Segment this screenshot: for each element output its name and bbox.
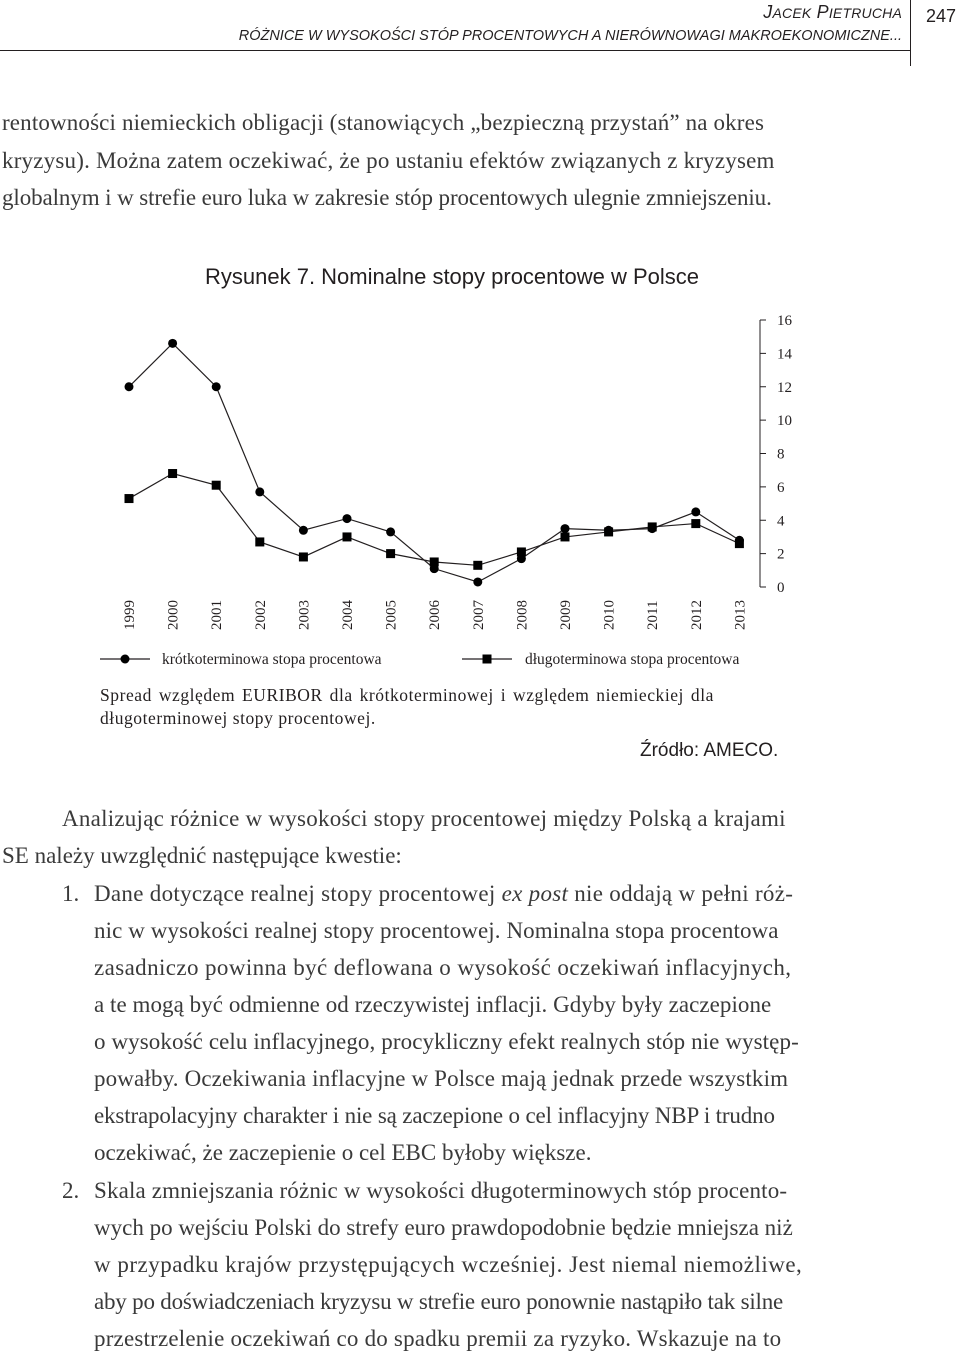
list-item-1-line-1: Dane dotyczące realnej stopy procentowej ex post nie oddają w pełni róż- xyxy=(94,881,794,906)
x-tick-label: 2012 xyxy=(688,600,705,630)
legend-label: długoterminowa stopa procentowa xyxy=(525,651,740,668)
running-header-title: RÓŻNICE W WYSOKOŚCI STÓP PROCENTOWYCH A NIERÓWNOWAGI MAKROEKONOMICZNE... xyxy=(238,28,902,44)
y-tick-label: 6 xyxy=(777,479,785,496)
list-item-1-number: 1. xyxy=(62,881,80,906)
figure-title: Rysunek 7. Nominalne stopy procentowe w Polsce xyxy=(205,264,700,289)
analysis-line-1: Analizując różnice w wysokości stopy procentowej między Polską a krajami xyxy=(62,806,786,831)
legend-marker-circle xyxy=(121,655,130,664)
intro-line-1: rentowności niemieckich obligacji (stanowiących „bezpieczną przystań” na okres xyxy=(2,110,765,135)
list-item-2-number: 2. xyxy=(62,1178,80,1203)
y-tick-label: 4 xyxy=(777,513,785,530)
list-item-1-line-6: powałby. Oczekiwania inflacyjne w Polsce mają jednak przede wszystkim xyxy=(94,1066,789,1091)
y-tick-label: 10 xyxy=(777,413,792,430)
page-number: 247 xyxy=(926,6,957,26)
data-point-square xyxy=(255,537,264,546)
y-tick-label: 12 xyxy=(777,379,792,396)
data-point-circle xyxy=(255,487,264,496)
x-tick-label: 1999 xyxy=(122,600,138,630)
data-point-circle xyxy=(299,526,308,535)
intro-line-3: globalnym i w strefie euro luka w zakresie stóp procentowych ulegnie zmniejszeniu. xyxy=(2,185,772,210)
list-item-1-line-7: ekstrapolacyjny charakter i nie są zaczepione o cel inflacyjny NBP i trudno xyxy=(94,1103,775,1128)
chart-legend xyxy=(100,651,739,668)
figure-note-line-2: długoterminowej stopy procentowej. xyxy=(100,708,376,728)
analysis-line-2: SE należy uwzględnić następujące kwestie: xyxy=(2,843,402,868)
running-header-author: JACEK PIETRUCHA xyxy=(763,2,902,22)
list-item-1-line-5: o wysokość celu inflacyjnego, procykliczny efekt realnych stóp nie występ- xyxy=(94,1029,799,1054)
data-point-circle xyxy=(343,514,352,523)
data-point-circle xyxy=(212,382,221,391)
x-tick-label: 2011 xyxy=(645,600,662,630)
list-item-2-line-1: Skala zmniejszania różnic w wysokości długoterminowych stóp procento- xyxy=(94,1178,788,1203)
intro-line-2: kryzysu). Można zatem oczekiwać, że po ustaniu efektów związanych z kryzysem xyxy=(2,148,775,173)
list-item-2-line-4: aby po doświadczeniach kryzysu w strefie euro ponownie nastąpiło tak silne xyxy=(94,1289,784,1314)
data-point-circle xyxy=(691,507,700,516)
series-line-1 xyxy=(129,343,739,582)
figure-note-line-1: Spread względem EURIBOR dla krótkoterminowej i względem niemieckiej dla xyxy=(100,685,714,705)
y-tick-label: 0 xyxy=(777,580,785,596)
header-rule xyxy=(0,50,910,51)
x-tick-label: 2010 xyxy=(601,600,618,630)
list-item-2-line-2: wych po wejściu Polski do strefy euro prawdopodobnie będzie mniejsza niż xyxy=(94,1215,793,1240)
data-point-square xyxy=(604,527,613,536)
y-tick-label: 2 xyxy=(777,546,785,563)
x-tick-label: 2003 xyxy=(296,600,313,630)
list-item-1-line-4: a te mogą być odmienne od rzeczywistej inflacji. Gdyby były zaczepione xyxy=(94,992,772,1017)
x-tick-label: 2001 xyxy=(209,600,226,630)
data-point-square xyxy=(691,519,700,528)
data-point-circle xyxy=(125,382,134,391)
data-point-circle xyxy=(386,527,395,536)
data-point-square xyxy=(648,522,657,531)
data-point-square xyxy=(299,552,308,561)
data-point-circle xyxy=(561,524,570,533)
x-axis xyxy=(122,600,748,631)
data-point-square xyxy=(168,469,177,478)
list-item-2-line-3: w przypadku krajów przystępujących wcześniej. Jest niemal niemożliwe, xyxy=(94,1252,803,1277)
data-point-square xyxy=(212,481,221,490)
y-tick-label: 14 xyxy=(777,346,792,363)
data-point-square xyxy=(735,539,744,548)
y-tick-label: 8 xyxy=(777,446,785,463)
x-tick-label: 2008 xyxy=(514,600,531,630)
data-point-square xyxy=(430,557,439,566)
data-point-circle xyxy=(168,339,177,348)
x-tick-label: 2009 xyxy=(558,600,574,630)
x-tick-label: 2004 xyxy=(340,600,356,630)
data-point-square xyxy=(343,532,352,541)
data-point-square xyxy=(125,494,134,503)
list-item-1-line-2: nic w wysokości realnej stopy procentowej. Nominalna stopa procentowa xyxy=(94,918,779,943)
x-tick-label: 2007 xyxy=(470,600,487,630)
data-point-circle xyxy=(473,577,482,586)
x-tick-label: 2005 xyxy=(383,600,400,630)
x-tick-label: 2000 xyxy=(165,600,182,630)
header-vertical-rule xyxy=(910,0,911,66)
x-tick-label: 2013 xyxy=(732,600,749,630)
legend-marker-square xyxy=(483,655,492,664)
figure-source: Źródło: AMECO. xyxy=(640,740,779,761)
x-tick-label: 2006 xyxy=(427,600,444,630)
y-tick-label: 16 xyxy=(777,313,792,329)
x-tick-label: 2002 xyxy=(252,600,269,630)
legend-label: krótkoterminowa stopa procentowa xyxy=(162,651,382,668)
list-item-1-line-3: zasadniczo powinna być deflowana o wysokość oczekiwań inflacyjnych, xyxy=(94,955,792,980)
list-item-2-line-5: przestrzelenie oczekiwań co do spadku premii za ryzyko. Wskazuje na to xyxy=(94,1326,782,1351)
data-point-square xyxy=(561,532,570,541)
data-point-square xyxy=(473,561,482,570)
data-point-square xyxy=(386,549,395,558)
y-axis xyxy=(760,313,793,596)
data-point-square xyxy=(517,547,526,556)
list-item-1-line-8: oczekiwać, że zaczepienie o cel EBC byłoby większe. xyxy=(94,1140,592,1165)
line-chart xyxy=(0,300,960,680)
series-lines xyxy=(125,339,744,587)
